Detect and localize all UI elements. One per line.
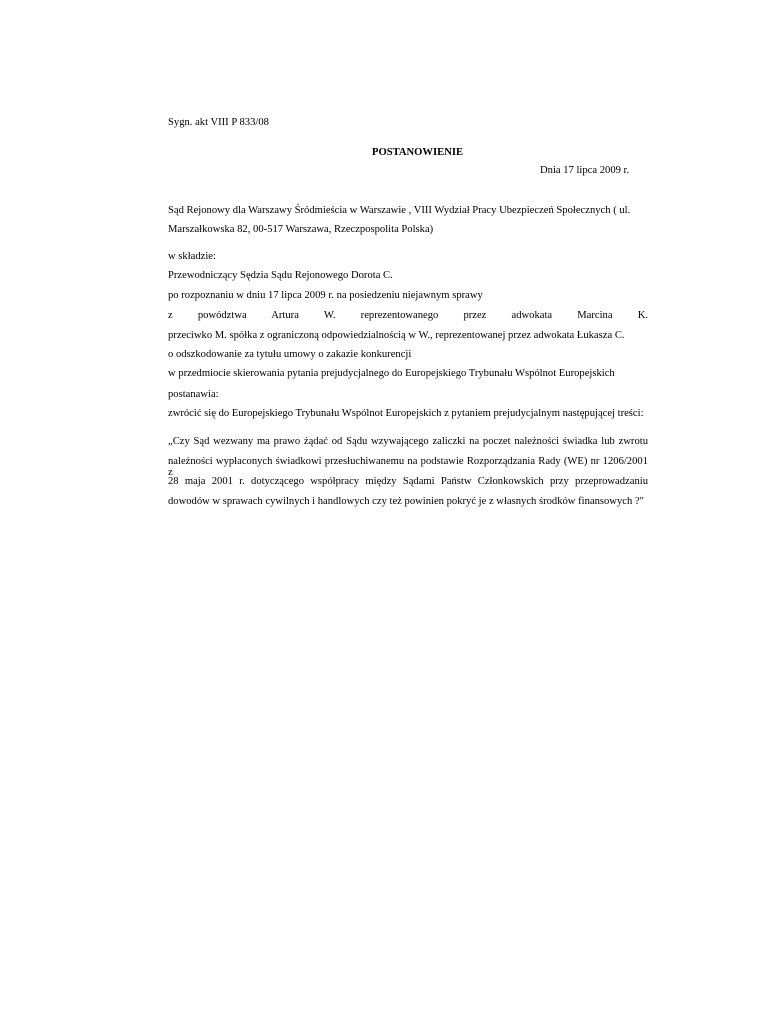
court-line-2: Marszałkowska 82, 00-517 Warszawa, Rzeczpospolita Polska) bbox=[168, 224, 434, 235]
question-line-1: „Czy Sąd wezwany ma prawo żądać od Sądu wzywającego zaliczki na poczet należności świadka lub zwrotu bbox=[168, 436, 648, 447]
defendant-line: przeciwko M. spółka z ograniczoną odpowiedzialnością w W., reprezentowanej przez adwokata Łukasza C. bbox=[168, 330, 625, 341]
case-number: Sygn. akt VIII P 833/08 bbox=[168, 117, 269, 128]
composition-label: w składzie: bbox=[168, 251, 216, 262]
question-line-4: dowodów w sprawach cywilnych i handlowych czy też powinien pokryć je z własnych środków finansowych ?" bbox=[168, 496, 644, 507]
document-date: Dnia 17 lipca 2009 r. bbox=[540, 165, 630, 176]
question-line-3: 28 maja 2001 r. dotyczącego współpracy między Sądami Państw Członkowskich przy przeprowadzaniu bbox=[168, 476, 648, 487]
document-title: POSTANOWIENIE bbox=[372, 147, 464, 158]
presiding-judge: Przewodniczący Sędzia Sądu Rejonowego Dorota C. bbox=[168, 270, 393, 281]
referral-line: w przedmiocie skierowania pytania prejudycjalnego do Europejskiego Trybunału Wspólnot Europejskich bbox=[168, 368, 615, 379]
decision-line: zwrócić się do Europejskiego Trybunału Wspólnot Europejskich z pytaniem prejudycjalnym następującej treści: bbox=[168, 408, 644, 419]
question-line-2: należności wypłaconych świadkowi przesłuchiwanemu na podstawie Rozporządzania Rady (WE) nr 1206/2001 z bbox=[168, 456, 648, 478]
decides-label: postanawia: bbox=[168, 389, 219, 400]
hearing-line: po rozpoznaniu w dniu 17 lipca 2009 r. na posiedzeniu niejawnym sprawy bbox=[168, 290, 483, 301]
court-line-1: Sąd Rejonowy dla Warszawy Śródmieścia w Warszawie , VIII Wydział Pracy Ubezpieczeń Społecznych ( ul. bbox=[168, 205, 631, 216]
subject-line: o odszkodowanie za tytułu umowy o zakazie konkurencji bbox=[168, 349, 412, 360]
claimant-line: z powództwa Artura W. reprezentowanego przez adwokata Marcina K. bbox=[168, 310, 648, 321]
